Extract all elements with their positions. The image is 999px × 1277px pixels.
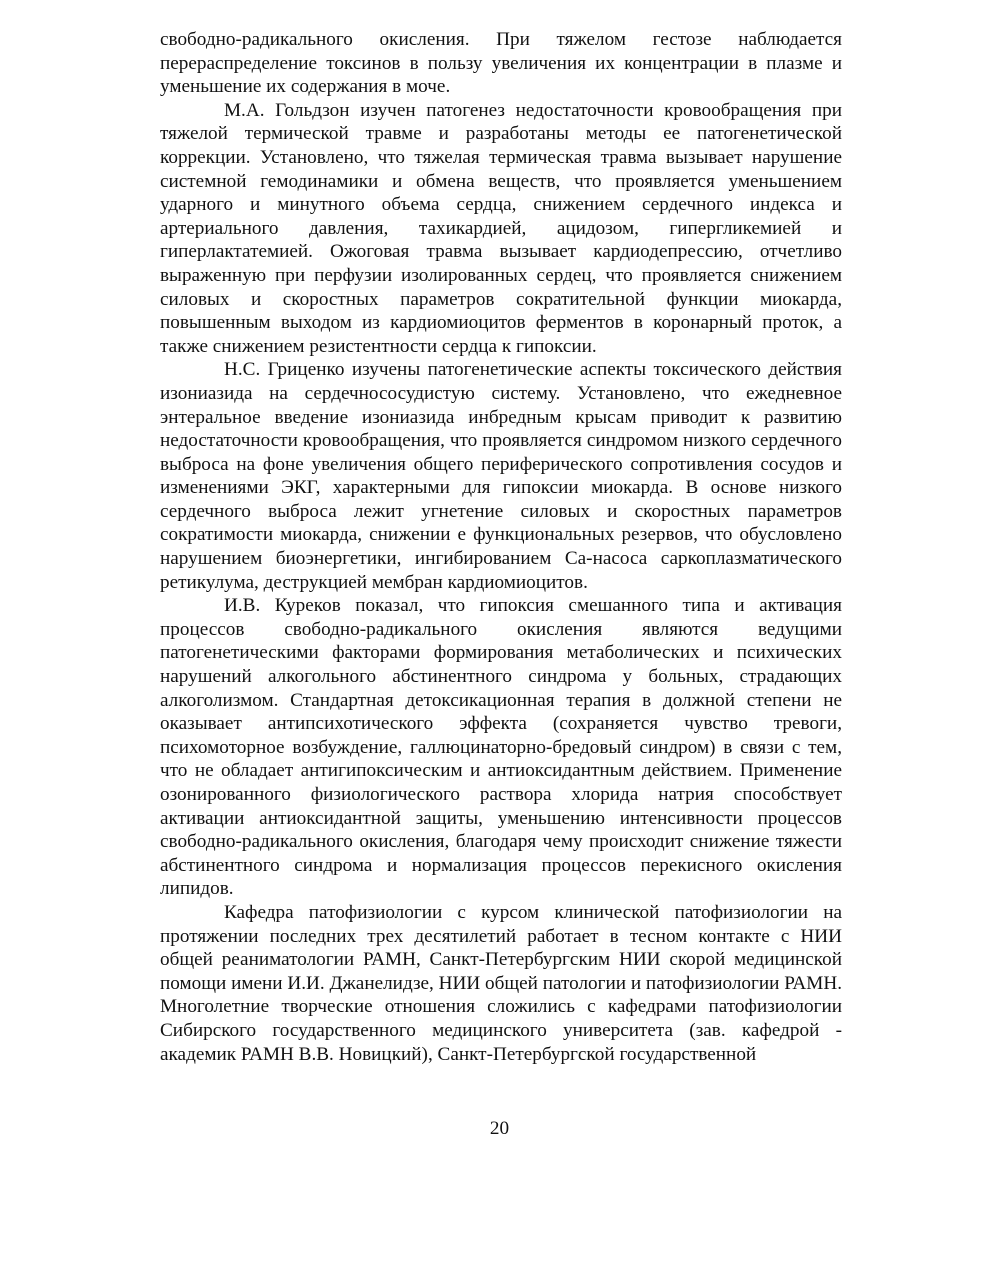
page-number: 20 <box>489 1118 510 1139</box>
paragraph-gritsenko: Н.С. Гриценко изучены патогенетические аспекты токсического действия изониазида на сердечнососудистую систему. Установлено, что ежедневное энтеральное введение изониазида инбредным крысам приводит к развитию недостаточности кровообращения, что проявляется синдромом низкого сердечного выброса на фоне увеличения общего периферического сопротивления сосудов и изменениями ЭКГ, характерными для гипоксии миокарда. В основе низкого сердечного выброса лежит угнетение силовых и скоростных параметров сократимости миокарда, снижении е функциональных резервов, что обусловлено нарушением биоэнергетики, ингибированием Са-насоса саркоплазматического ретикулума, деструкцией мембран кардиомиоцитов. <box>160 359 842 593</box>
page-body <box>160 28 842 1066</box>
paragraph-department: Кафедра патофизиологии с курсом клинической патофизиологии на протяжении последних трех десятилетий работает в тесном контакте с НИИ общей реаниматологии РАМН, Санкт-Петербургским НИИ скорой медицинской помощи имени И.И. Джанелидзе, НИИ общей патологии и патофизиологии РАМН. Многолетние творческие отношения сложились с кафедрами патофизиологии Сибирского государственного медицинского университета (зав. кафедрой - академик РАМН В.В. Новицкий), Санкт-Петербургской государственной <box>160 901 842 1065</box>
paragraph-kurekov: И.В. Куреков показал, что гипоксия смешанного типа и активация процессов свободно-радикального окисления являются ведущими патогенетическими факторами формирования метаболических и психических нарушений алкогольного абстинентного синдрома у больных, страдающих алкоголизмом. Стандартная детоксикационная терапия в должной степени не оказывает антипсихотического эффекта (сохраняется чувство тревоги, психомоторное возбуждение, галлюцинаторно-бредовый синдром) в связи с тем, что не обладает антигипоксическим и антиоксидантным действием. Применение озонированного физиологического раствора хлорида натрия способствует активации антиоксидантной защиты, уменьшению интенсивности процессов свободно-радикального окисления, благодаря чему происходит снижение тяжести абстинентного синдрома и нормализация процессов перекисного окисления липидов. <box>160 595 842 900</box>
paragraph-goldzon: М.А. Гольдзон изучен патогенез недостаточности кровообращения при тяжелой термической травме и разработаны методы ее патогенетической коррекции. Установлено, что тяжелая термическая травма вызывает нарушение системной гемодинамики и обмена веществ, что проявляется уменьшением ударного и минутного объема сердца, снижением сердечного индекса и артериального давления, тахикардией, ацидозом, гипергликемией и гиперлактатемией. Ожоговая травма вызывает кардиодепрессию, отчетливо выраженную при перфузии изолированных сердец, что проявляется снижением силовых и скоростных параметров сократительной функции миокарда, повышенным выходом из кардиомиоцитов ферментов в коронарный проток, а также снижением резистентности сердца к гипоксии. <box>160 99 842 357</box>
paragraph-gestosis-continuation: свободно-радикального окисления. При тяжелом гестозе наблюдается перераспределение токсинов в пользу увеличения их концентрации в плазме и уменьшение их содержания в моче. <box>160 29 842 98</box>
